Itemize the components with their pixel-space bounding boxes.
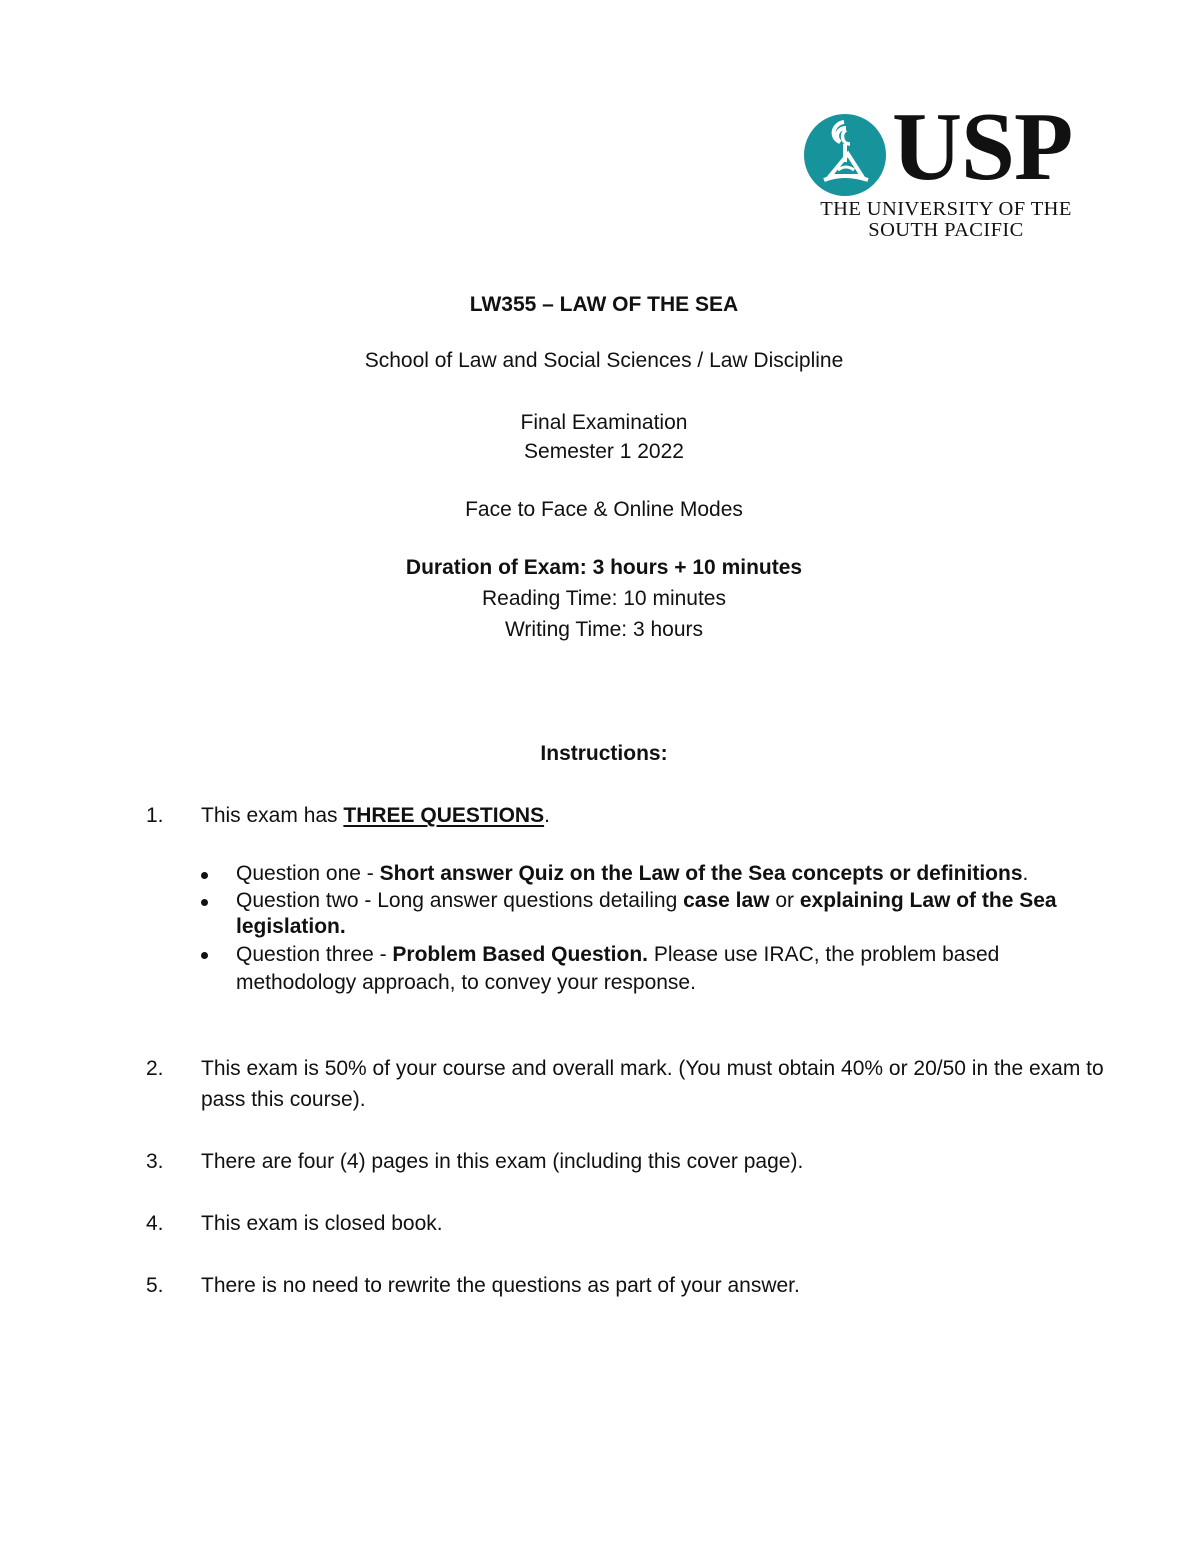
reading-time: Reading Time: 10 minutes (482, 587, 726, 610)
bullet-icon (201, 872, 208, 879)
instruction-3: There are four (4) pages in this exam (including this cover page). (201, 1150, 804, 1173)
writing-time: Writing Time: 3 hours (504, 618, 703, 641)
exam-modes: Face to Face & Online Modes (465, 498, 743, 521)
three-questions-emphasis: THREE QUESTIONS (343, 804, 545, 827)
bullet-text: or (769, 888, 800, 912)
bullet-text: Please use IRAC, the problem based methodology approach, to convey your response. (236, 942, 1000, 994)
instructions-heading: Instructions: (540, 742, 668, 765)
item-number-4: 4. (146, 1212, 164, 1235)
university-name-line-2: SOUTH PACIFIC (868, 219, 1024, 241)
instruction-5: There is no need to rewrite the questions as part of your answer. (201, 1274, 800, 1297)
instruction-1-end: . (544, 804, 550, 827)
bullet-emphasis: case law (683, 888, 770, 912)
usp-logo (804, 93, 1084, 242)
list-item (201, 888, 1101, 941)
bullet-icon (201, 899, 208, 906)
bullet-text: Question two - Long answer questions detailing (236, 888, 684, 912)
instruction-4: This exam is closed book. (201, 1212, 443, 1235)
exam-duration: Duration of Exam: 3 hours + 10 minutes (405, 556, 803, 579)
school-name: School of Law and Social Sciences / Law Discipline (364, 349, 844, 372)
list-item (201, 861, 1101, 888)
instruction-2: This exam is 50% of your course and overall mark. (You must obtain 40% or 20/50 in the exam to pass this course). (201, 1057, 1104, 1111)
usp-emblem-icon (804, 114, 886, 196)
list-item (201, 941, 1101, 997)
item-number-1: 1. (146, 804, 164, 827)
item-number-5: 5. (146, 1274, 164, 1297)
bullet-text: . (1022, 862, 1029, 885)
semester: Semester 1 2022 (524, 440, 684, 463)
question-list (201, 861, 1101, 997)
bullet-emphasis: explaining Law of the Sea legislation. (236, 888, 1057, 938)
item-number-3: 3. (146, 1150, 164, 1173)
university-name-line-1: THE UNIVERSITY OF THE (820, 198, 1072, 220)
bullet-emphasis: Problem Based Question. (392, 942, 648, 966)
bullet-emphasis: Short answer Quiz on the Law of the Sea concepts or definitions (379, 862, 1023, 885)
usp-wordmark: USP (892, 93, 1073, 200)
bullet-text: Question one - (236, 862, 380, 885)
instruction-1 (201, 800, 1111, 831)
exam-type: Final Examination (520, 411, 688, 434)
bullet-icon (201, 952, 208, 959)
item-number-2: 2. (146, 1057, 164, 1080)
course-title: LW355 – LAW OF THE SEA (469, 293, 739, 316)
instruction-1-text: This exam has (201, 804, 344, 827)
bullet-text: Question three - (236, 942, 393, 966)
